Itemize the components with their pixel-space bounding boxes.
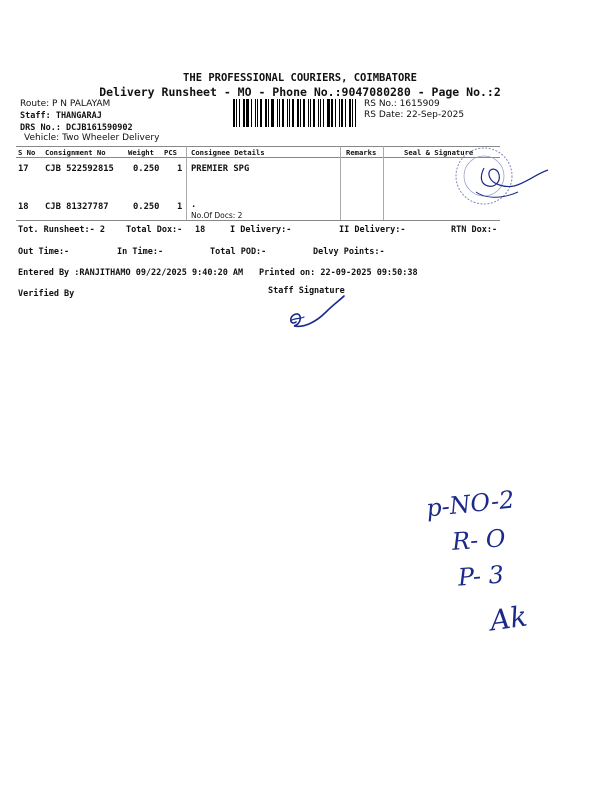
barcode-bar xyxy=(308,99,309,127)
staff-signature-label: Staff Signature xyxy=(268,286,345,296)
handwritten-page-note: p-NO-2 xyxy=(424,485,516,523)
rtn-dox: RTN Dox:- xyxy=(451,225,498,235)
row-sno: 18 xyxy=(18,202,29,212)
header-weight: Weight xyxy=(128,148,154,157)
barcode-bar xyxy=(355,99,356,127)
total-dox-label: Total Dox:- xyxy=(126,225,183,235)
row-consignment: CJB 81327787 xyxy=(45,202,109,212)
barcode-bar xyxy=(352,99,353,127)
barcode-bar xyxy=(282,99,284,127)
barcode-bar xyxy=(287,99,288,127)
barcode-bar xyxy=(323,99,324,127)
barcode-bar xyxy=(255,99,256,127)
row-consignment: CJB 522592815 xyxy=(45,164,114,174)
header-consignee: Consignee Details xyxy=(191,148,265,157)
staff-label: Staff: THANGARAJ xyxy=(20,111,102,121)
barcode-bar xyxy=(292,99,294,127)
table-bottom-rule xyxy=(16,220,500,221)
row-pcs: 1 xyxy=(177,202,183,212)
column-divider xyxy=(186,146,187,220)
header-remarks: Remarks xyxy=(346,148,377,157)
barcode-bar xyxy=(268,99,269,127)
entered-by: Entered By :RANJITHAMO 09/22/2025 9:40:20 AM xyxy=(18,268,244,278)
barcode-bar xyxy=(349,99,351,127)
out-time: Out Time:- xyxy=(18,247,70,257)
rs-number: RS No.: 1615909 xyxy=(364,99,440,109)
handwritten-r-note: R- O xyxy=(451,524,507,556)
barcode-bar xyxy=(251,99,252,127)
row-sno: 17 xyxy=(18,164,29,174)
total-pod: Total POD:- xyxy=(210,247,267,257)
printed-on: Printed on: 22-09-2025 09:50:38 xyxy=(259,268,418,278)
table-header-rule xyxy=(16,157,500,158)
barcode-bar xyxy=(345,99,346,127)
row-weight: 0.250 xyxy=(133,164,160,174)
column-divider xyxy=(340,146,341,220)
barcode-bar xyxy=(239,99,240,127)
barcode-bar xyxy=(313,99,315,127)
barcode-bar xyxy=(310,99,311,127)
barcode-bar xyxy=(339,99,340,127)
barcode-image xyxy=(233,99,359,127)
header-pcs: PCS xyxy=(164,148,177,157)
barcode-bar xyxy=(289,99,290,127)
barcode-bar xyxy=(297,99,299,127)
row-weight: 0.250 xyxy=(133,202,160,212)
header-consignment: Consignment No xyxy=(45,148,106,157)
barcode-bar xyxy=(300,99,301,127)
barcode-bar xyxy=(243,99,245,127)
barcode-bar xyxy=(260,99,262,127)
row-pcs: 1 xyxy=(177,164,183,174)
in-time: In Time:- xyxy=(117,247,164,257)
barcode-bar xyxy=(303,99,306,127)
verified-by: Verified By xyxy=(18,289,75,299)
barcode-bar xyxy=(327,99,330,127)
header-seal-signature: Seal & Signature xyxy=(404,148,474,157)
barcode-bar xyxy=(320,99,321,127)
barcode-bar xyxy=(257,99,258,127)
staff-signature-icon xyxy=(282,292,362,334)
handwritten-initials: Ak xyxy=(487,599,530,638)
barcode-bar xyxy=(246,99,249,127)
column-divider xyxy=(383,146,384,220)
total-dox-value: 18 xyxy=(195,225,206,235)
rs-date: RS Date: 22-Sep-2025 xyxy=(364,110,465,120)
ii-delivery: II Delivery:- xyxy=(339,225,406,235)
barcode-bar xyxy=(318,99,319,127)
row-consignee: . xyxy=(191,200,197,210)
table-top-rule xyxy=(16,146,500,147)
seal-stamp-icon xyxy=(444,140,564,210)
handwritten-p-note: P- 3 xyxy=(457,560,505,592)
vehicle-label: Vehicle: Two Wheeler Delivery xyxy=(24,133,160,143)
barcode-bar xyxy=(233,99,235,127)
barcode-bar xyxy=(279,99,280,127)
company-title: THE PROFESSIONAL COURIERS, COIMBATORE xyxy=(183,72,417,84)
tot-runsheet: Tot. Runsheet:- 2 xyxy=(18,225,105,235)
drs-number: DRS No.: DCJB161590902 xyxy=(20,123,133,133)
barcode-bar xyxy=(265,99,267,127)
barcode-bar xyxy=(331,99,333,127)
header-sno: S No xyxy=(18,148,36,157)
row-docs-count: No.Of Docs: 2 xyxy=(191,211,243,220)
barcode-bar xyxy=(271,99,274,127)
barcode-bar xyxy=(236,99,237,127)
barcode-bar xyxy=(277,99,278,127)
route-label: Route: P N PALAYAM xyxy=(20,99,111,109)
row-consignee: PREMIER SPG xyxy=(191,164,250,174)
barcode-bar xyxy=(341,99,343,127)
runsheet-subtitle: Delivery Runsheet - MO - Phone No.:9047080280 - Page No.:2 xyxy=(99,85,501,99)
barcode-bar xyxy=(335,99,336,127)
delvy-points: Delvy Points:- xyxy=(313,247,385,257)
i-delivery: I Delivery:- xyxy=(230,225,292,235)
